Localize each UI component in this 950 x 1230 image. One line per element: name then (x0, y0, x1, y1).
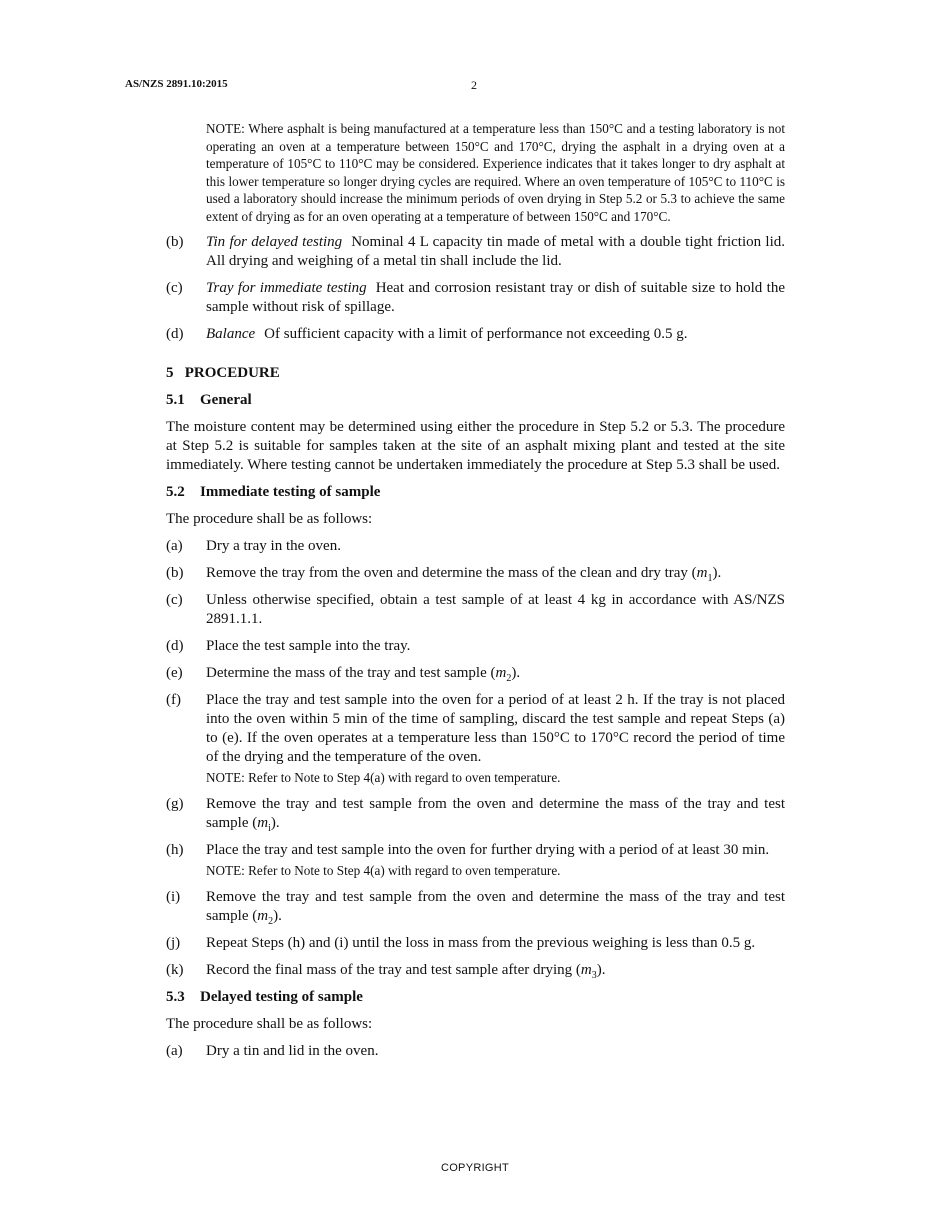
subsection-heading-5-3 (166, 988, 785, 1007)
mass-symbol: m (257, 908, 269, 924)
step-text (206, 795, 785, 833)
step-body: Determine the mass of the tray and test sample ( (206, 665, 496, 681)
step-h (166, 841, 785, 880)
step-body: Record the final mass of the tray and test sample after drying ( (206, 962, 581, 978)
mass-symbol: m (696, 565, 708, 581)
step-note: NOTE: Refer to Note to Step 4(a) with regard to oven temperature. (206, 863, 561, 878)
step-text (206, 888, 785, 926)
step-text: Dry a tin and lid in the oven. (206, 1043, 379, 1059)
step-end: ). (273, 908, 282, 924)
step-text (206, 691, 785, 787)
step-text (206, 564, 785, 583)
step-label: (g) (166, 796, 184, 812)
paragraph-general: The moisture content may be determined using either the procedure in Step 5.2 or 5.3. The procedure at Step 5.2 is suitable for samples taken at the site of an asphalt mixing plant and tested at the site immediately. Where testing cannot be undertaken immediately the procedure at Step 5.3 shall be used. (166, 419, 785, 473)
step-b (166, 564, 785, 583)
item-text (206, 325, 785, 344)
step-k (166, 961, 785, 980)
item-term: Tin for delayed testing (206, 234, 343, 250)
item-text (206, 279, 785, 317)
step-label: (a) (166, 538, 183, 554)
item-term: Tray for immediate testing (206, 280, 367, 296)
step-body: Place the tray and test sample into the oven for a period of at least 2 h. If the tray is not placed into the oven within 5 min of the time of sampling, discard the test sample and repeat Steps (a) to (e). If the oven operates at a temperature less than 150°C to 170°C record the period of time of the drying and the temperature of the oven. (206, 692, 785, 765)
item-description: Of sufficient capacity with a limit of performance not exceeding 0.5 g. (264, 326, 688, 342)
mass-symbol: m (580, 962, 592, 978)
step-c (166, 591, 785, 629)
mass-subscript: 1 (707, 573, 713, 584)
step-body: Place the tray and test sample into the oven for further drying with a period of at least 30 min. (206, 842, 770, 858)
step-d (166, 637, 785, 656)
subsection-heading-5-1 (166, 391, 785, 410)
apparatus-item-d (166, 325, 785, 344)
step-label: (e) (166, 665, 183, 681)
step-text: Unless otherwise specified, obtain a test sample of at least 4 kg in accordance with AS/NZS 2891.1.1. (206, 592, 785, 627)
step-end: ). (712, 565, 722, 581)
step-e (166, 664, 785, 683)
subsection-number: 5.2 (166, 484, 185, 500)
step-end: ). (596, 962, 606, 978)
mass-symbol: m (257, 815, 269, 831)
step-label: (h) (166, 842, 184, 858)
item-description: Heat and corrosion resistant tray or dish of suitable size to hold the sample without risk of spillage. (206, 280, 785, 315)
step-end: ). (270, 815, 280, 831)
step-a (166, 537, 785, 556)
mass-subscript: 2 (506, 673, 512, 684)
standard-number: AS/NZS 2891.10:2015 (125, 78, 228, 90)
mass-symbol: m (495, 665, 507, 681)
paragraph-intro-5-3: The procedure shall be as follows: (166, 1016, 373, 1032)
section-heading-procedure: 5 PROCEDURE (166, 365, 280, 381)
step-body: Remove the tray and test sample from the oven and determine the mass of the tray and test sample ( (206, 889, 785, 924)
step-g (166, 795, 785, 833)
step-5-3-a (166, 1042, 785, 1061)
step-body: Remove the tray and test sample from the oven and determine the mass of the tray and test sample ( (206, 796, 785, 831)
step-label: (a) (166, 1043, 183, 1059)
step-label: (k) (166, 962, 184, 978)
apparatus-item-b (166, 233, 785, 271)
step-text: Place the test sample into the tray. (206, 638, 411, 654)
step-text: Repeat Steps (h) and (i) until the loss in mass from the previous weighing is less than 0.5 g. (206, 935, 756, 951)
item-text (206, 233, 785, 271)
step-body: Remove the tray from the oven and determine the mass of the clean and dry tray ( (206, 565, 697, 581)
step-label: (c) (166, 592, 183, 608)
step-note: NOTE: Refer to Note to Step 4(a) with regard to oven temperature. (206, 770, 561, 785)
mass-subscript: i (268, 823, 271, 834)
item-description: Nominal 4 L capacity tin made of metal with a double tight friction lid. All drying and weighing of a metal tin shall include the lid. (206, 234, 785, 269)
subsection-title: General (200, 392, 252, 408)
intro-note: NOTE: Where asphalt is being manufactured at a temperature less than 150°C and a testing laboratory is not operating an oven at a temperature between 150°C and 170°C, drying the asphalt in a drying oven at a temperature of 105°C to 110°C may be considered. Experience indicates that it takes longer to dry asphalt at this lower temperature so longer drying cycles are required. Where an oven temperature of 105°C to 110°C is used a laboratory should increase the minimum periods of oven drying in Step 5.2 or 5.3 to achieve the same extent of drying as for an oven operating at a temperature of between 150°C and 170°C. (206, 121, 785, 224)
subsection-heading-5-2 (166, 483, 785, 502)
step-label: (f) (166, 692, 181, 708)
apparatus-item-c (166, 279, 785, 317)
page-number: 2 (471, 78, 477, 92)
document-body (166, 120, 785, 1061)
copyright-footer: COPYRIGHT (440, 1162, 510, 1174)
item-label: (c) (166, 280, 183, 296)
step-label: (b) (166, 565, 184, 581)
mass-subscript: 3 (591, 970, 597, 981)
step-text (206, 664, 785, 683)
subsection-title: Delayed testing of sample (200, 989, 363, 1005)
mass-subscript: 2 (268, 916, 274, 927)
step-i (166, 888, 785, 926)
step-j (166, 934, 785, 953)
subsection-number: 5.3 (166, 989, 185, 1005)
item-label: (b) (166, 234, 184, 250)
subsection-title: Immediate testing of sample (200, 484, 381, 500)
step-text (206, 961, 785, 980)
paragraph-intro-5-2: The procedure shall be as follows: (166, 511, 373, 527)
step-label: (d) (166, 638, 184, 654)
subsection-number: 5.1 (166, 392, 185, 408)
step-end: ). (511, 665, 521, 681)
step-label: (i) (166, 889, 181, 905)
step-text (206, 841, 785, 880)
item-term: Balance (206, 326, 256, 342)
step-label: (j) (166, 935, 181, 951)
step-f (166, 691, 785, 787)
item-label: (d) (166, 326, 184, 342)
step-text: Dry a tray in the oven. (206, 538, 341, 554)
